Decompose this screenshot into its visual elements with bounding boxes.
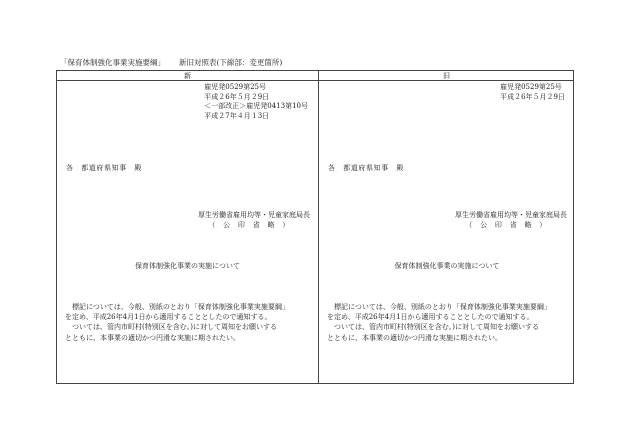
body-line: ついては、管内市町村(特別区を含む。)に対して周知をお願いする xyxy=(65,323,277,332)
old-column-heading: 旧 xyxy=(443,72,450,80)
document-header xyxy=(60,57,282,68)
reference-number: 雇児発0529第25号 xyxy=(500,83,562,91)
amendment-date: 平成２7年４月１3日 xyxy=(204,111,270,120)
notice-title: 保育体制強化事業の実施について xyxy=(135,262,240,270)
addressee: 各 都道府県知事 殿 xyxy=(328,164,404,172)
seal-omitted-note: （ 公 印 省 略 ） xyxy=(208,221,290,229)
reference-block xyxy=(204,83,308,121)
reference-number: 雇児発0529第25号 xyxy=(204,83,266,91)
sender-block xyxy=(455,210,567,230)
body-line: 標記については、今般、別紙のとおり「保育体制強化事業実施要綱」 xyxy=(65,303,289,311)
reference-date: 平成２6年５月２9日 xyxy=(500,92,565,101)
sender-title: 厚生労働省雇用均等・児童家庭局長 xyxy=(455,211,567,219)
body-line: とともに、本事業の適切かつ円滑な実施に期されたい。 xyxy=(65,333,240,342)
body-line: とともに、本事業の適切かつ円滑な実施に期されたい。 xyxy=(327,333,502,342)
body-line: を定め、平成26年4月1日から適用することとしたので通知する。 xyxy=(65,313,272,322)
sender-title: 厚生労働省雇用均等・児童家庭局長 xyxy=(198,211,310,219)
sender-block xyxy=(198,210,310,230)
body-line: を定め、平成26年4月1日から適用することとしたので通知する。 xyxy=(327,313,534,322)
reference-date: 平成２6年５月２9日 xyxy=(204,92,270,101)
notice-title: 保育体制強化事業の実施について xyxy=(394,262,500,270)
seal-omitted-note: （ 公 印 省 略 ） xyxy=(465,221,547,229)
old-version-column xyxy=(319,81,575,383)
reference-block xyxy=(500,83,565,102)
addressee: 各 都道府県知事 殿 xyxy=(66,164,142,172)
new-version-column xyxy=(57,81,318,383)
comparison-table xyxy=(56,70,574,384)
comparison-table-label: 新旧対照表(下線部：変更箇所) xyxy=(179,58,283,67)
notice-body xyxy=(327,302,567,343)
notice-body xyxy=(65,302,310,343)
body-line: ついては、管内市町村(特別区を含む。)に対して周知をお願いする xyxy=(327,323,539,332)
body-line: 標記については、今般、別紙のとおり「保育体制強化事業実施要綱」 xyxy=(327,303,551,311)
document-name: 「保育体制強化事業実施要綱」 xyxy=(60,58,165,67)
new-column-heading: 新 xyxy=(184,72,191,80)
amendment-number: ＜一部改正＞雇児発0413第10号 xyxy=(204,102,308,111)
